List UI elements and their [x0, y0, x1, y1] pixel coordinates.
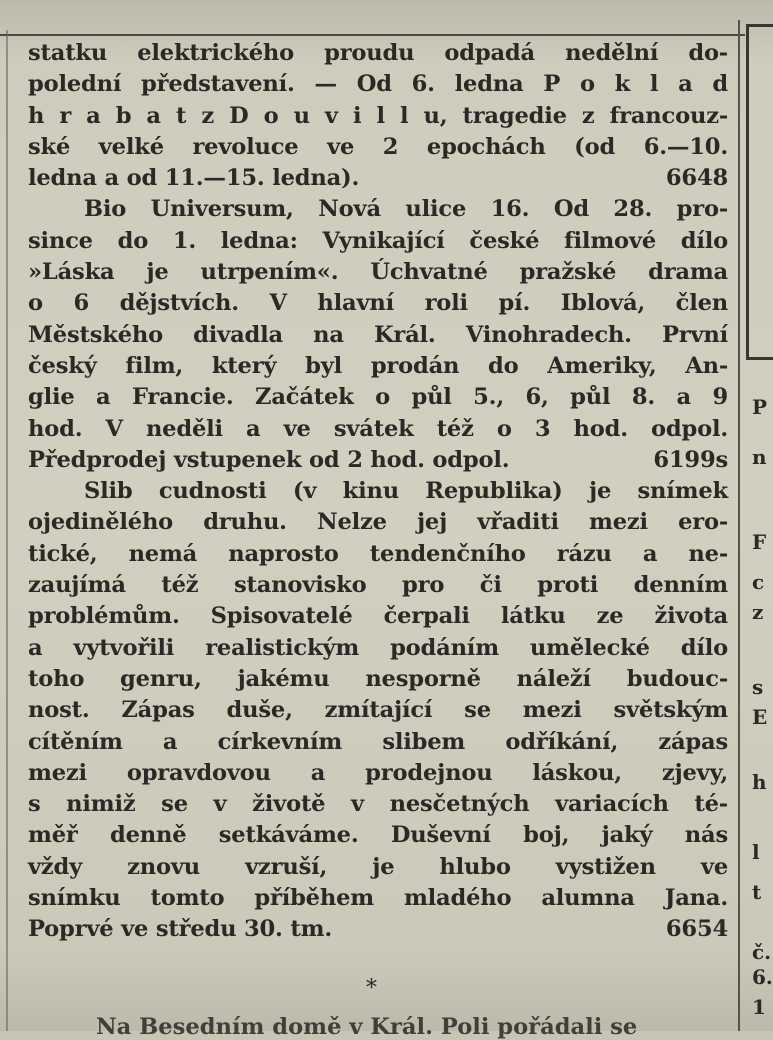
text-line [28, 539, 728, 570]
line-text: toho genru, jakému nesporně náleží budouc- [28, 665, 728, 692]
side-fragment: z [752, 600, 764, 624]
side-fragment: 1 [752, 995, 766, 1019]
text-line [28, 601, 728, 632]
text-line [28, 695, 728, 726]
line-text: mezi opravdovou a prodejnou láskou, zjevy, [28, 759, 728, 786]
left-column-edge [6, 30, 8, 1031]
line-text: a vytvořili realistickým podáním umělecké dílo [28, 634, 728, 661]
line-text: cítěním a církevním slibem odříkání, zápas [28, 728, 728, 755]
text-line [28, 820, 728, 851]
line-text: s nimiž se v životě v nesčetných variacích té- [28, 791, 728, 818]
text-line [28, 382, 728, 413]
line-text: Městského divadla na Král. Vinohradech. První [28, 321, 728, 348]
line-text: o 6 dějstvích. V hlavní roli pí. Iblová, člen [28, 290, 728, 317]
text-line [28, 852, 728, 883]
side-fragment: s [752, 675, 764, 699]
line-text: h r a b a t z D o u v i l l u, tragedie z francouz- [28, 102, 728, 129]
side-fragment: l [752, 840, 760, 864]
line-text: polední představení. — Od 6. ledna P o k l a d [28, 71, 728, 98]
side-fragment: h [752, 770, 767, 794]
side-fragment: 6. [752, 965, 773, 989]
line-text: hod. V neděli a ve svátek též o 3 hod. odpol. [28, 415, 728, 442]
line-text: Slib cudnosti (v kinu Republika) je snímek [84, 478, 728, 505]
top-rule [0, 34, 745, 36]
text-line [28, 320, 728, 351]
line-text: Předprodej vstupenek od 2 hod. odpol. [28, 446, 510, 473]
line-text: měř denně setkáváme. Duševní boj, jaký nás [28, 822, 728, 849]
line-text: snímku tomto příběhem mladého alumna Jana. [28, 885, 728, 912]
ad-number: 6648 [665, 165, 728, 192]
side-fragment: č. [752, 940, 772, 964]
text-line [28, 163, 728, 194]
side-fragment: c [752, 570, 765, 594]
line-text: ledna a od 11.—15. ledna). [28, 165, 360, 192]
text-line [28, 226, 728, 257]
text-line [28, 727, 728, 758]
side-fragment: P [752, 395, 768, 419]
line-text: statku elektrického proudu odpadá nedělní do- [28, 40, 728, 66]
line-text: problémům. Spisovatelé čerpali látku ze života [28, 603, 728, 630]
text-line [28, 288, 728, 319]
text-line [28, 633, 728, 664]
text-line [28, 132, 728, 163]
line-text: glie a Francie. Začátek o půl 5., 6, půl 8. a 9 [28, 384, 728, 411]
section-separator: * [366, 976, 377, 1001]
text-line [28, 257, 728, 288]
text-line [28, 789, 728, 820]
side-fragment: n [752, 445, 767, 469]
line-text: since do 1. ledna: Vynikající české filmové dílo [28, 227, 728, 254]
side-fragment: F [752, 530, 767, 554]
line-text: tické, nemá naprosto tendenčního rázu a ne- [28, 540, 728, 567]
side-fragment: E [752, 705, 768, 729]
text-line [28, 351, 728, 382]
line-text: český film, který byl prodán do Ameriky, An- [28, 352, 728, 379]
line-text: nost. Zápas duše, zmítající se mezi světským [28, 697, 728, 724]
text-line [28, 914, 728, 945]
column-rule [738, 20, 740, 1031]
text-line [28, 664, 728, 695]
side-fragment: t [752, 880, 762, 904]
text-line [28, 194, 728, 225]
line-text: Bio Universum, Nová ulice 16. Od 28. pro- [84, 196, 728, 223]
cut-off-line: Na Besedním domě v Král. Poli pořádali se [96, 1014, 638, 1040]
text-line [28, 445, 728, 476]
text-line [28, 507, 728, 538]
ad-number: 6654 [665, 916, 728, 943]
text-line [28, 758, 728, 789]
line-text: zaujímá též stanovisko pro či proti denním [28, 572, 728, 599]
article-column [28, 38, 728, 946]
line-text: vždy znovu vzruší, je hlubo vystižen ve [28, 853, 728, 880]
text-line [28, 69, 728, 100]
text-line [28, 883, 728, 914]
line-text: ojedinělého druhu. Nelze jej vřaditi mezi ero- [28, 509, 728, 536]
text-line [28, 101, 728, 132]
text-line [28, 414, 728, 445]
text-line [28, 38, 728, 69]
text-line [28, 570, 728, 601]
line-text: »Láska je utrpením«. Úchvatné pražské drama [28, 259, 728, 286]
ad-number: 6199s [653, 446, 728, 473]
line-text: ské velké revoluce ve 2 epochách (od 6.—10. [28, 133, 728, 160]
text-line [28, 476, 728, 507]
line-text: Poprvé ve středu 30. tm. [28, 916, 332, 943]
adjacent-column-box [746, 24, 773, 360]
